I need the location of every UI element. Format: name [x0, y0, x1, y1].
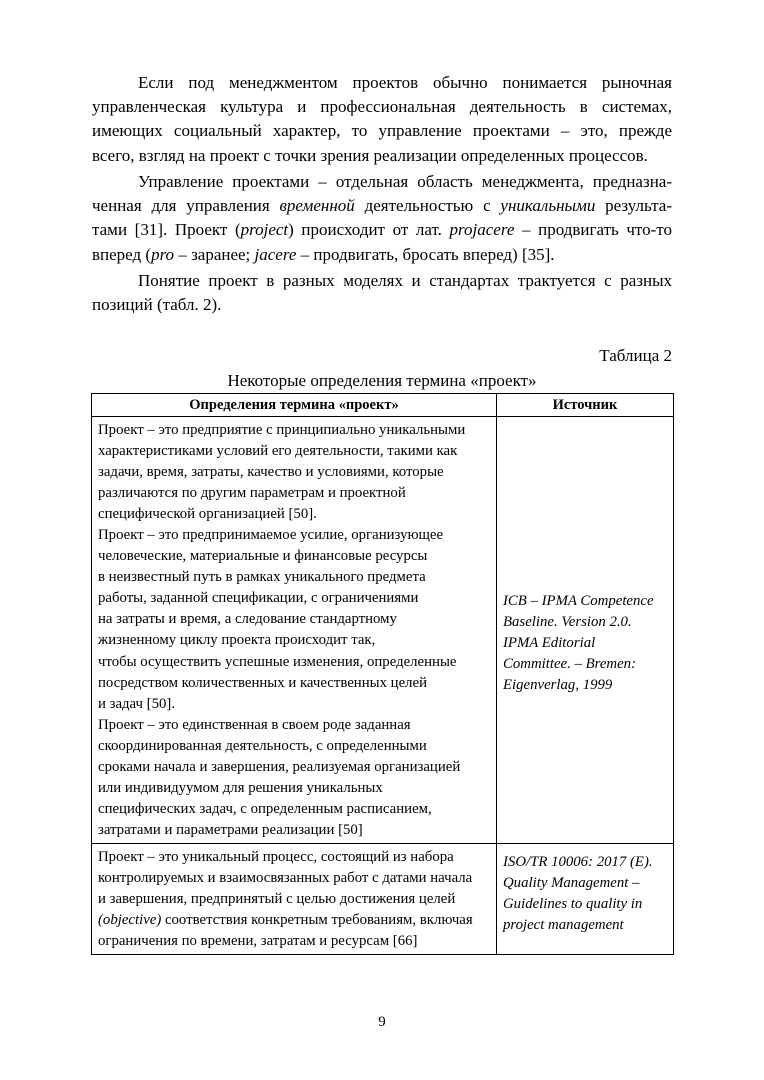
- cell-line: жизненному циклу проекта происходит так,: [98, 632, 376, 649]
- page-number: 9: [378, 1014, 386, 1030]
- cell-line: работы, заданной спецификации, с ограничениями: [98, 590, 419, 607]
- cell-line: специфических задач, с определенным расписанием,: [98, 800, 432, 817]
- cell-line: Проект – это единственная в своем роде заданная: [98, 716, 411, 733]
- cell-line: контролируемых и взаимосвязанных работ с датами начала: [98, 869, 473, 886]
- source-line: project management: [503, 916, 624, 933]
- cell-line: в неизвестный путь в рамках уникального предмета: [98, 569, 426, 586]
- table-header-row: [92, 394, 674, 417]
- definition-cell: [92, 843, 497, 954]
- paragraph-line: Понятие проект в разных моделях и стандартах трактуется с разных: [138, 271, 672, 290]
- italic-term: (objective): [98, 912, 162, 929]
- table-row: [92, 417, 674, 844]
- cell-line: специфической организацией [50].: [98, 506, 317, 523]
- cell-line: Проект – это предпринимаемое усилие, организующее: [98, 527, 444, 544]
- cell-line: или индивидуумом для решения уникальных: [98, 779, 383, 796]
- column-header-source: Источник: [497, 394, 674, 417]
- paragraph-line: Управление проектами – отдельная область менеджмента, предназна-: [138, 172, 672, 191]
- source-line: Eigenverlag, 1999: [503, 677, 613, 693]
- paragraph-line: тами [31]. Проект (project) происходит от лат. projacere – продвигать что-то: [92, 220, 673, 240]
- paragraph-line: имеющих социальный характер, то управление проектами – это, прежде: [92, 121, 672, 141]
- table-row: [92, 843, 674, 954]
- cell-line: задачи, время, затраты, качество и условиями, которые: [98, 464, 444, 481]
- paragraph-line: управленческая культура и профессиональная деятельность в системах,: [92, 97, 672, 117]
- cell-line: затратами и параметрами реализации [50]: [98, 821, 363, 838]
- table-label: Таблица 2: [599, 346, 672, 365]
- paragraph-line: ченная для управления временной деятельностью с уникальными результа-: [92, 196, 672, 216]
- cell-line: Проект – это предприятие с принципиально уникальными: [98, 422, 466, 438]
- cell-line: различаются по другим параметрам и проектной: [98, 485, 406, 502]
- paragraph-3: [92, 269, 672, 317]
- italic-term: projacere: [449, 220, 515, 240]
- source-line: Quality Management –: [503, 874, 640, 891]
- source-line: Committee. – Bremen:: [503, 656, 636, 672]
- cell-line: ограничения по времени, затратам и ресурсам [66]: [98, 933, 418, 950]
- source-line: IPMA Editorial: [503, 635, 596, 651]
- source-line: Guidelines to quality in: [503, 895, 643, 912]
- definition-cell: [92, 417, 497, 844]
- paragraph-line: всего, взгляд на проект с точки зрения реализации определенных процессов.: [92, 145, 648, 165]
- cell-line: (objective) соответствия конкретным требованиям, включая: [98, 912, 473, 929]
- source-cell: [497, 417, 674, 844]
- paragraph-line: вперед (pro – заранее; jacere – продвигать, бросать вперед) [35].: [92, 244, 555, 264]
- cell-line: чтобы осуществить успешные изменения, определенные: [98, 653, 457, 670]
- source-line: ISO/TR 10006: 2017 (E).: [503, 853, 653, 870]
- cell-line: скоординированная деятельность, с определенными: [98, 737, 427, 754]
- paragraph-line: Если под менеджментом проектов обычно понимается рыночная: [138, 73, 672, 92]
- cell-line: на затраты и время, а следование стандартному: [98, 611, 397, 628]
- cell-line: человеческие, материальные и финансовые ресурсы: [98, 548, 428, 565]
- cell-line: характеристиками условий его деятельности, такими как: [98, 443, 458, 460]
- italic-term: project: [240, 220, 289, 240]
- source-line: Baseline. Version 2.0.: [503, 614, 632, 630]
- source-line: ICB – IPMA Competence: [503, 593, 654, 609]
- paragraph-1: [92, 71, 672, 168]
- cell-line: Проект – это уникальный процесс, состоящий из набора: [98, 848, 454, 865]
- italic-term: временной: [279, 196, 355, 216]
- italic-term: jacere: [254, 244, 297, 264]
- table-title: Некоторые определения термина «проект»: [227, 371, 537, 390]
- cell-line: и задач [50].: [98, 695, 176, 712]
- cell-line: сроками начала и завершения, реализуемая организацией: [98, 758, 461, 775]
- cell-line: и завершения, предпринятый с целью достижения целей: [98, 891, 456, 908]
- column-header-definitions: Определения термина «проект»: [92, 394, 497, 417]
- italic-term: pro: [151, 244, 175, 264]
- definitions-table: [91, 393, 674, 955]
- paragraph-2: [92, 170, 672, 267]
- italic-term: уникальными: [500, 196, 596, 216]
- cell-line: посредством количественных и качественных целей: [98, 674, 428, 691]
- source-cell: [497, 843, 674, 954]
- paragraph-line: позиций (табл. 2).: [92, 295, 222, 315]
